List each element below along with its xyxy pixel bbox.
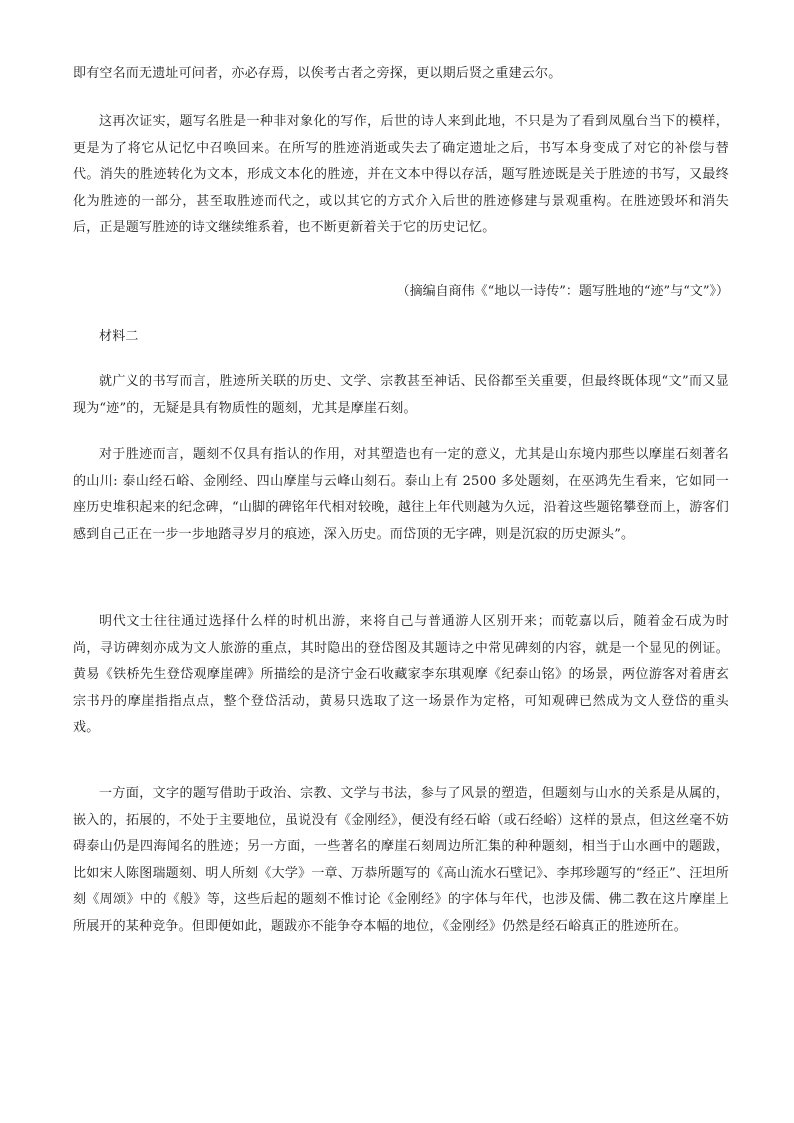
source-citation: （摘编自商伟《“地以一诗传”：题写胜地的“迹”与“文”》）	[396, 284, 729, 299]
paragraph-ming-scholars: 明代文士往往通过选择什么样的时机出游，来将自己与普通游人区别开来；而乾嘉以后，随着金石成为时尚，寻访碑刻亦成为文人旅游的重点，其时隐出的登岱图及其题诗之中常见碑刻的内容，就是一个显见的例证。黄易《铁桥先生登岱观摩崖碑》所描绘的是济宁金石收藏家李东琪观摩《纪泰山铭》的场景，两位游客对着唐玄宗书丹的摩崖指指点点，整个登岱活动，黄易只选取了这一场景作为定格，可知观碑已然成为文人登岱的重头戏。	[73, 614, 729, 735]
paragraph-inscription-memory: 这再次证实，题写名胜是一种非对象化的写作，后世的诗人来到此地，不只是为了看到凤凰台当下的模样，更是为了将它从记忆中召唤回来。在所写的胜迹消逝或失去了确定遗址之后，书写本身变成了对它的补偿与替代。消失的胜迹转化为文本，形成文本化的胜迹，并在文本中得以存活，题写胜迹既是关于胜迹的书写，又最终化为胜迹的一部分，甚至取胜迹而代之，或以其它的方式介入后世的胜迹修建与景观重构。在胜迹毁坏和消失后，正是题写胜迹的诗文继续维系着，也不断更新着关于它的历史记忆。	[73, 114, 729, 235]
paragraph-continuation: 即有空名而无遗址可问者，亦必存焉，以俟考古者之旁探，更以期后贤之重建云尔。	[73, 66, 562, 81]
paragraph-broad-writing: 就广义的书写而言，胜迹所关联的历史、文学、宗教甚至神话、民俗都至关重要，但最终既体现“文”而又显现为“迹”的，无疑是具有物质性的题刻，尤其是摩崖石刻。	[73, 374, 729, 416]
paragraph-landscape-relation: 一方面，文字的题写借助于政治、宗教、文学与书法，参与了风景的塑造，但题刻与山水的关系是从属的，嵌入的，拓展的，不处于主要地位，虽说没有《金刚经》，便没有经石峪（或石经峪）这样的景点，但这丝毫不妨碍泰山仍是四海闻名的胜迹；另一方面，一些著名的摩崖石刻周边所汇集的种种题刻，相当于山水画中的题跋，比如宋人陈图瑞题刻、明人所刻《大学》一章、万恭所题写的《高山流水石壁记》、李邦珍题写的“经正”、汪坦所刻《周颂》中的《般》等，这些后起的题刻不惟讨论《金刚经》的字体与年代，也涉及儒、佛二教在这片摩崖上所展开的某种竞争。但即便如此，题跋亦不能争夺本幅的地位，《金刚经》仍然是经石峪真正的胜迹所在。	[73, 786, 729, 934]
paragraph-inscriptions-role: 对于胜迹而言，题刻不仅具有指认的作用，对其塑造也有一定的意义，尤其是山东境内那些以摩崖石刻著名的山川: 泰山经石峪、金刚经、四山摩崖与云峰山刻石。泰山上有 2500 多处题刻，在巫鸿先生看来，它如同一座历史堆积起来的纪念碑，“山脚的碑铭年代相对较晚，越往上年代则越为久远，沿着这些题铭攀登而上，游客们感到自己正在一步一步地踏寻岁月的痕迹，深入历史。而岱顶的无字碑，则是沉寂的历史源头”。	[73, 447, 729, 542]
material-two-heading: 材料二	[99, 329, 139, 344]
